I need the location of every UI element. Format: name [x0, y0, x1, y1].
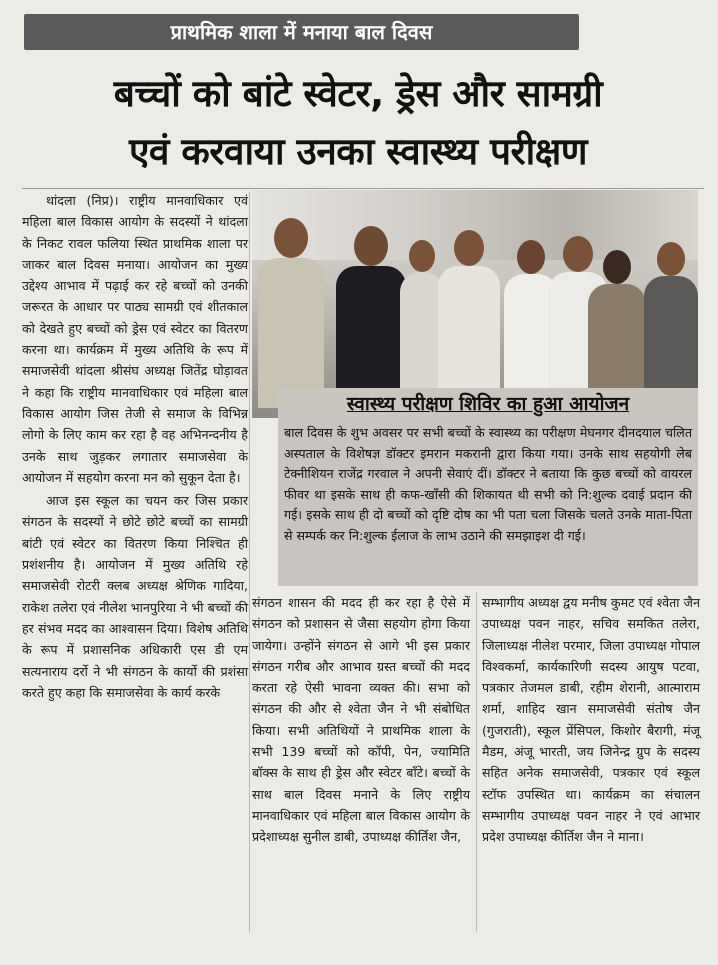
- headline-line-1: बच्चों को बांटे स्वेटर, ड्रेस और सामग्री: [113, 72, 603, 115]
- article-paragraph: संगठन शासन की मदद ही कर रहा है ऐसे में संगठन को प्रशासन से जैसा सहयोग होगा किया जायेगा। उन्होंने संगठन से आगे भी इस प्रकार संगठन गरीब और आभाव ग्रस्त बच्चों की मदद करता रहे ऐसी भावना व्यक्त की। सभा को संगठन की और से श्वेता जैन ने भी संबोधित किया। सभी अतिथियों ने प्राथमिक शाला के सभी 139 बच्चों को कॉपी, पेन, ज्यामिति बॉक्स के साथ ही ड्रेस और स्वेटर बाँटे। बच्चों के साथ बाल दिवस मनाने के लिए राष्ट्रीय मानवाधिकार एवं महिला बाल विकास आयोग के प्रदेशाध्यक्ष सुनील डाबी, उपाध्यक्ष कीर्तिश जैन,: [252, 595, 470, 845]
- headline-line-2: एवं करवाया उनका स्वास्थ्य परीक्षण: [128, 130, 588, 173]
- headline-rule: [22, 188, 704, 189]
- highlight-box: बाल दिवस के शुभ अवसर पर सभी बच्चों के स्वास्थ्य का परीक्षण मेघनगर दीनदयाल चलित अस्पताल के विशेषज्ञ डॉक्टर इमरान मकरानी द्वारा किया गया। उनके साथ सहयोगी लेब टेक्नीशियन राजेंद्र गरवाल ने अपनी सेवाएं दीं। डॉक्टर ने बताया कि कुछ बच्चों को वायरल फीवर था इसके साथ ही कफ-खाँसी की शिकायत थी सभी को नि:शुल्क दवाई प्रदान की गई। इसके साथ ही दो बच्चों को दृष्टि दोष का भी पता चला जिसके चलते उनके माता-पिता से सम्पर्क कर नि:शुल्क ईलाज के लाभ उठाने की समझाइश दी गई।: [278, 420, 698, 586]
- photo-caption: स्वास्थ्य परीक्षण शिविर का हुआ आयोजन: [278, 388, 698, 420]
- column-divider: [249, 192, 250, 932]
- article-paragraph: थांदला (निप्र)। राष्ट्रीय मानवाधिकार एवं महिला बाल विकास आयोग के सदस्यों ने थांदला के निकट रावल फलिया स्थित प्राथमिक शाला पर जाकर बाल दिवस मनाया। आयोजन का मुख्य उद्देश्य आभाव में पढ़ाई कर रहे बच्चों को उनकी जरूरत के आधार पर पाठ्य सामग्री एवं शीतकाल को देखते हुए बच्चों को ड्रेस एवं स्वेटर का वितरण करना था। कार्यक्रम में मुख्य अतिथि के रूप में समाजसेवी थांदला श्रीसंघ अध्यक्ष जितेंद्र घोड़ावत ने कहा कि राष्ट्रीय मानवाधिकार एवं महिला बाल विकास आयोग जिस तेजी से समाज के विभिन्न लोगो के लिए काम कर रहा है वह अभिनन्दनीय है उनके साथ जुड़कर लगातार समाजसेवा के आयोजन में सहयोग करना मन को सुकून देता है।: [22, 193, 248, 485]
- article-column-3: [482, 592, 700, 848]
- article-column-2: [252, 592, 470, 848]
- section-kicker: प्राथमिक शाला में मनाया बाल दिवस: [24, 14, 579, 50]
- article-paragraph: आज इस स्कूल का चयन कर जिस प्रकार संगठन के सदस्यों ने छोटे छोटे बच्चों का सामग्री बांटी एवं स्वेटर का वितरण किया निश्चित ही प्रशंशनीय है। आयोजन में मुख्य अतिथि रहे समाजसेवी रोटरी क्लब अध्यक्ष श्रेणिक गादिया, राकेश तलेरा एवं नीलेश भानपुरिया ने भी बच्चों की हर संभव मदद का आश्वासन दिया। विशेष अतिथि के रूप में प्रशासनिक अधिकारी एस डी एम सत्यनाराय दर्रो ने भी संगठन के कार्यो की प्रशंसा करते हुए कहा कि समाजसेवा के कार्य करके: [22, 493, 248, 700]
- news-photo: [252, 190, 698, 418]
- article-column-1: [22, 190, 248, 703]
- column-divider: [476, 592, 477, 932]
- article-paragraph: सम्भागीय अध्यक्ष द्वय मनीष कुमट एवं श्वेता जैन उपाध्यक्ष पवन नाहर, सचिव समकित तलेरा, जिलाध्यक्ष नीलेश परमार, जिला उपाध्यक्ष गोपाल विश्वकर्मा, कार्यकारिणी सदस्य आयुष पटवा, पत्रकार तेजमल डाबी, रहीम शेरानी, आत्माराम शर्मा, शाहिद खान समाजसेवी संतोष जैन (गुजराती), स्कूल प्रेंसिपल, किशोर बैरागी, मंजू मैडम, अंजू भारती, जय जिनेन्द्र ग्रुप के सदस्य सहित अनेक समाजसेवी, पत्रकार एवं स्कूल स्टॉफ उपस्थित था। कार्यक्रम का संचालन सम्भागीय उपाध्यक्ष पवन नाहर ने एवं आभार प्रदेश उपाध्यक्ष कीर्तिश जैन ने माना।: [482, 595, 700, 845]
